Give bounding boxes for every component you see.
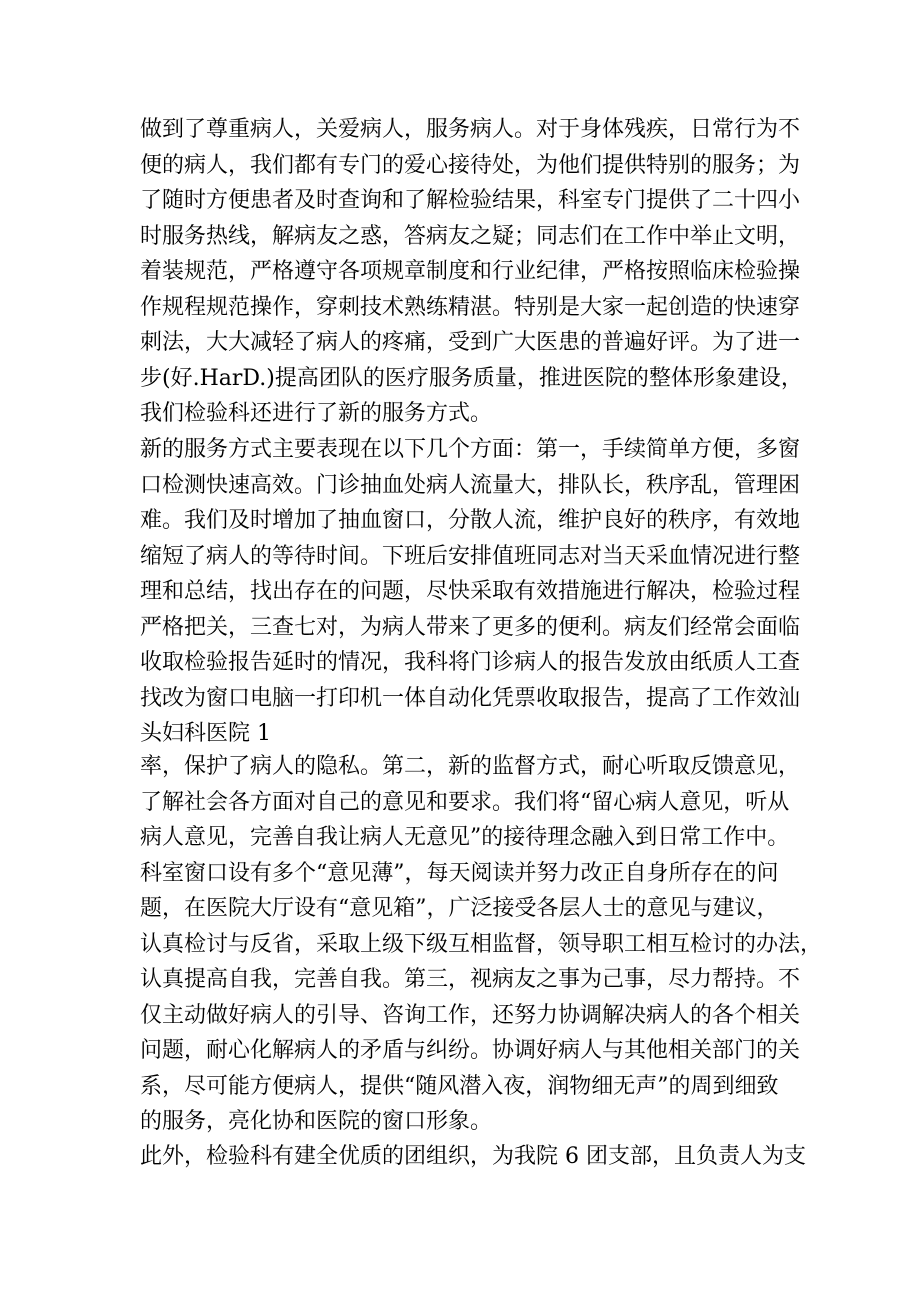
text-line: 认真检讨与反省，采取上级下级互相监督，领导职工相互检讨的办法， bbox=[140, 931, 823, 957]
text-line: 缩短了病人的等待时间。下班后安排值班同志对当天采血情况进行整 bbox=[140, 543, 801, 569]
text-line: 新的服务方式主要表现在以下几个方面：第一，手续简单方便，多窗 bbox=[140, 437, 801, 462]
paragraph-service-attitude bbox=[140, 112, 803, 432]
text-line: 步(好.HarD.)提高团队的医疗服务质量，推进医院的整体形象建设， bbox=[140, 365, 803, 391]
paragraph-supervision bbox=[140, 749, 823, 1140]
text-line: 我们检验科还进行了新的服务方式。 bbox=[140, 401, 493, 426]
text-line: 科室窗口设有多个“意见薄”，每天阅读并努力改正自身所存在的问 bbox=[140, 860, 779, 886]
text-line: 认真提高自我，完善自我。第三，视病友之事为己事，尽力帮持。不 bbox=[140, 967, 801, 992]
text-line: 着装规范，严格遵守各项规章制度和行业纪律，严格按照临床检验操 bbox=[140, 259, 801, 284]
text-line: 时服务热线，解病友之惑，答病友之疑；同志们在工作中举止文明， bbox=[140, 223, 801, 249]
text-line: 率，保护了病人的隐私。第二，新的监督方式，耐心听取反馈意见， bbox=[140, 754, 801, 779]
text-line: 找改为窗口电脑一打印机一体自动化凭票收取报告，提高了工作效汕 bbox=[140, 685, 801, 711]
text-line: 收取检验报告延时的情况，我科将门诊病人的报告发放由纸质人工查 bbox=[140, 650, 801, 675]
paragraph-new-service-methods bbox=[140, 432, 800, 752]
text-line: 了随时方便患者及时查询和了解检验结果，科室专门提供了二十四小 bbox=[140, 188, 801, 213]
text-line: 系，尽可能方便病人，提供“随风潜入夜，润物细无声”的周到细致 bbox=[140, 1073, 779, 1099]
text-line: 题，在医院大厅设有“意见箱”，广泛接受各层人士的意见与建议， bbox=[140, 896, 779, 921]
text-line: 口检测快速高效。门诊抽血处病人流量大，排队长，秩序乱，管理困 bbox=[140, 472, 801, 498]
text-line: 便的病人，我们都有专门的爱心接待处，为他们提供特别的服务；为 bbox=[140, 152, 801, 178]
paragraph-youth-league bbox=[140, 1139, 806, 1175]
text-line: 了解社会各方面对自己的意见和要求。我们将“留心病人意见，听从 bbox=[140, 789, 790, 815]
text-line: 仅主动做好病人的引导、咨询工作，还努力协调解决病人的各个相关 bbox=[140, 1002, 801, 1028]
text-line: 刺法，大大减轻了病人的疼痛，受到广大医患的普遍好评。为了进一 bbox=[140, 330, 801, 355]
text-line: 理和总结，找出存在的问题，尽快采取有效措施进行解决，检验过程 bbox=[140, 579, 801, 604]
text-line: 难。我们及时增加了抽血窗口，分散人流，维护良好的秩序，有效地 bbox=[140, 508, 801, 533]
text-line: 病人意见，完善自我让病人无意见”的接待理念融入到日常工作中。 bbox=[140, 825, 790, 850]
text-line: 此外，检验科有建全优质的团组织，为我院 6 团支部，且负责人为支 bbox=[140, 1144, 806, 1169]
text-line: 严格把关，三查七对，为病人带来了更多的便利。病友们经常会面临 bbox=[140, 614, 801, 640]
text-line: 做到了尊重病人，关爱病人，服务病人。对于身体残疾，日常行为不 bbox=[140, 117, 801, 142]
text-line: 头妇科医院 1 bbox=[140, 721, 271, 746]
text-line: 问题，耐心化解病人的矛盾与纠纷。协调好病人与其他相关部门的关 bbox=[140, 1038, 801, 1063]
text-line: 的服务，亮化协和医院的窗口形象。 bbox=[140, 1109, 493, 1134]
text-line: 作规程规范操作，穿刺技术熟练精湛。特别是大家一起创造的快速穿 bbox=[140, 294, 801, 320]
